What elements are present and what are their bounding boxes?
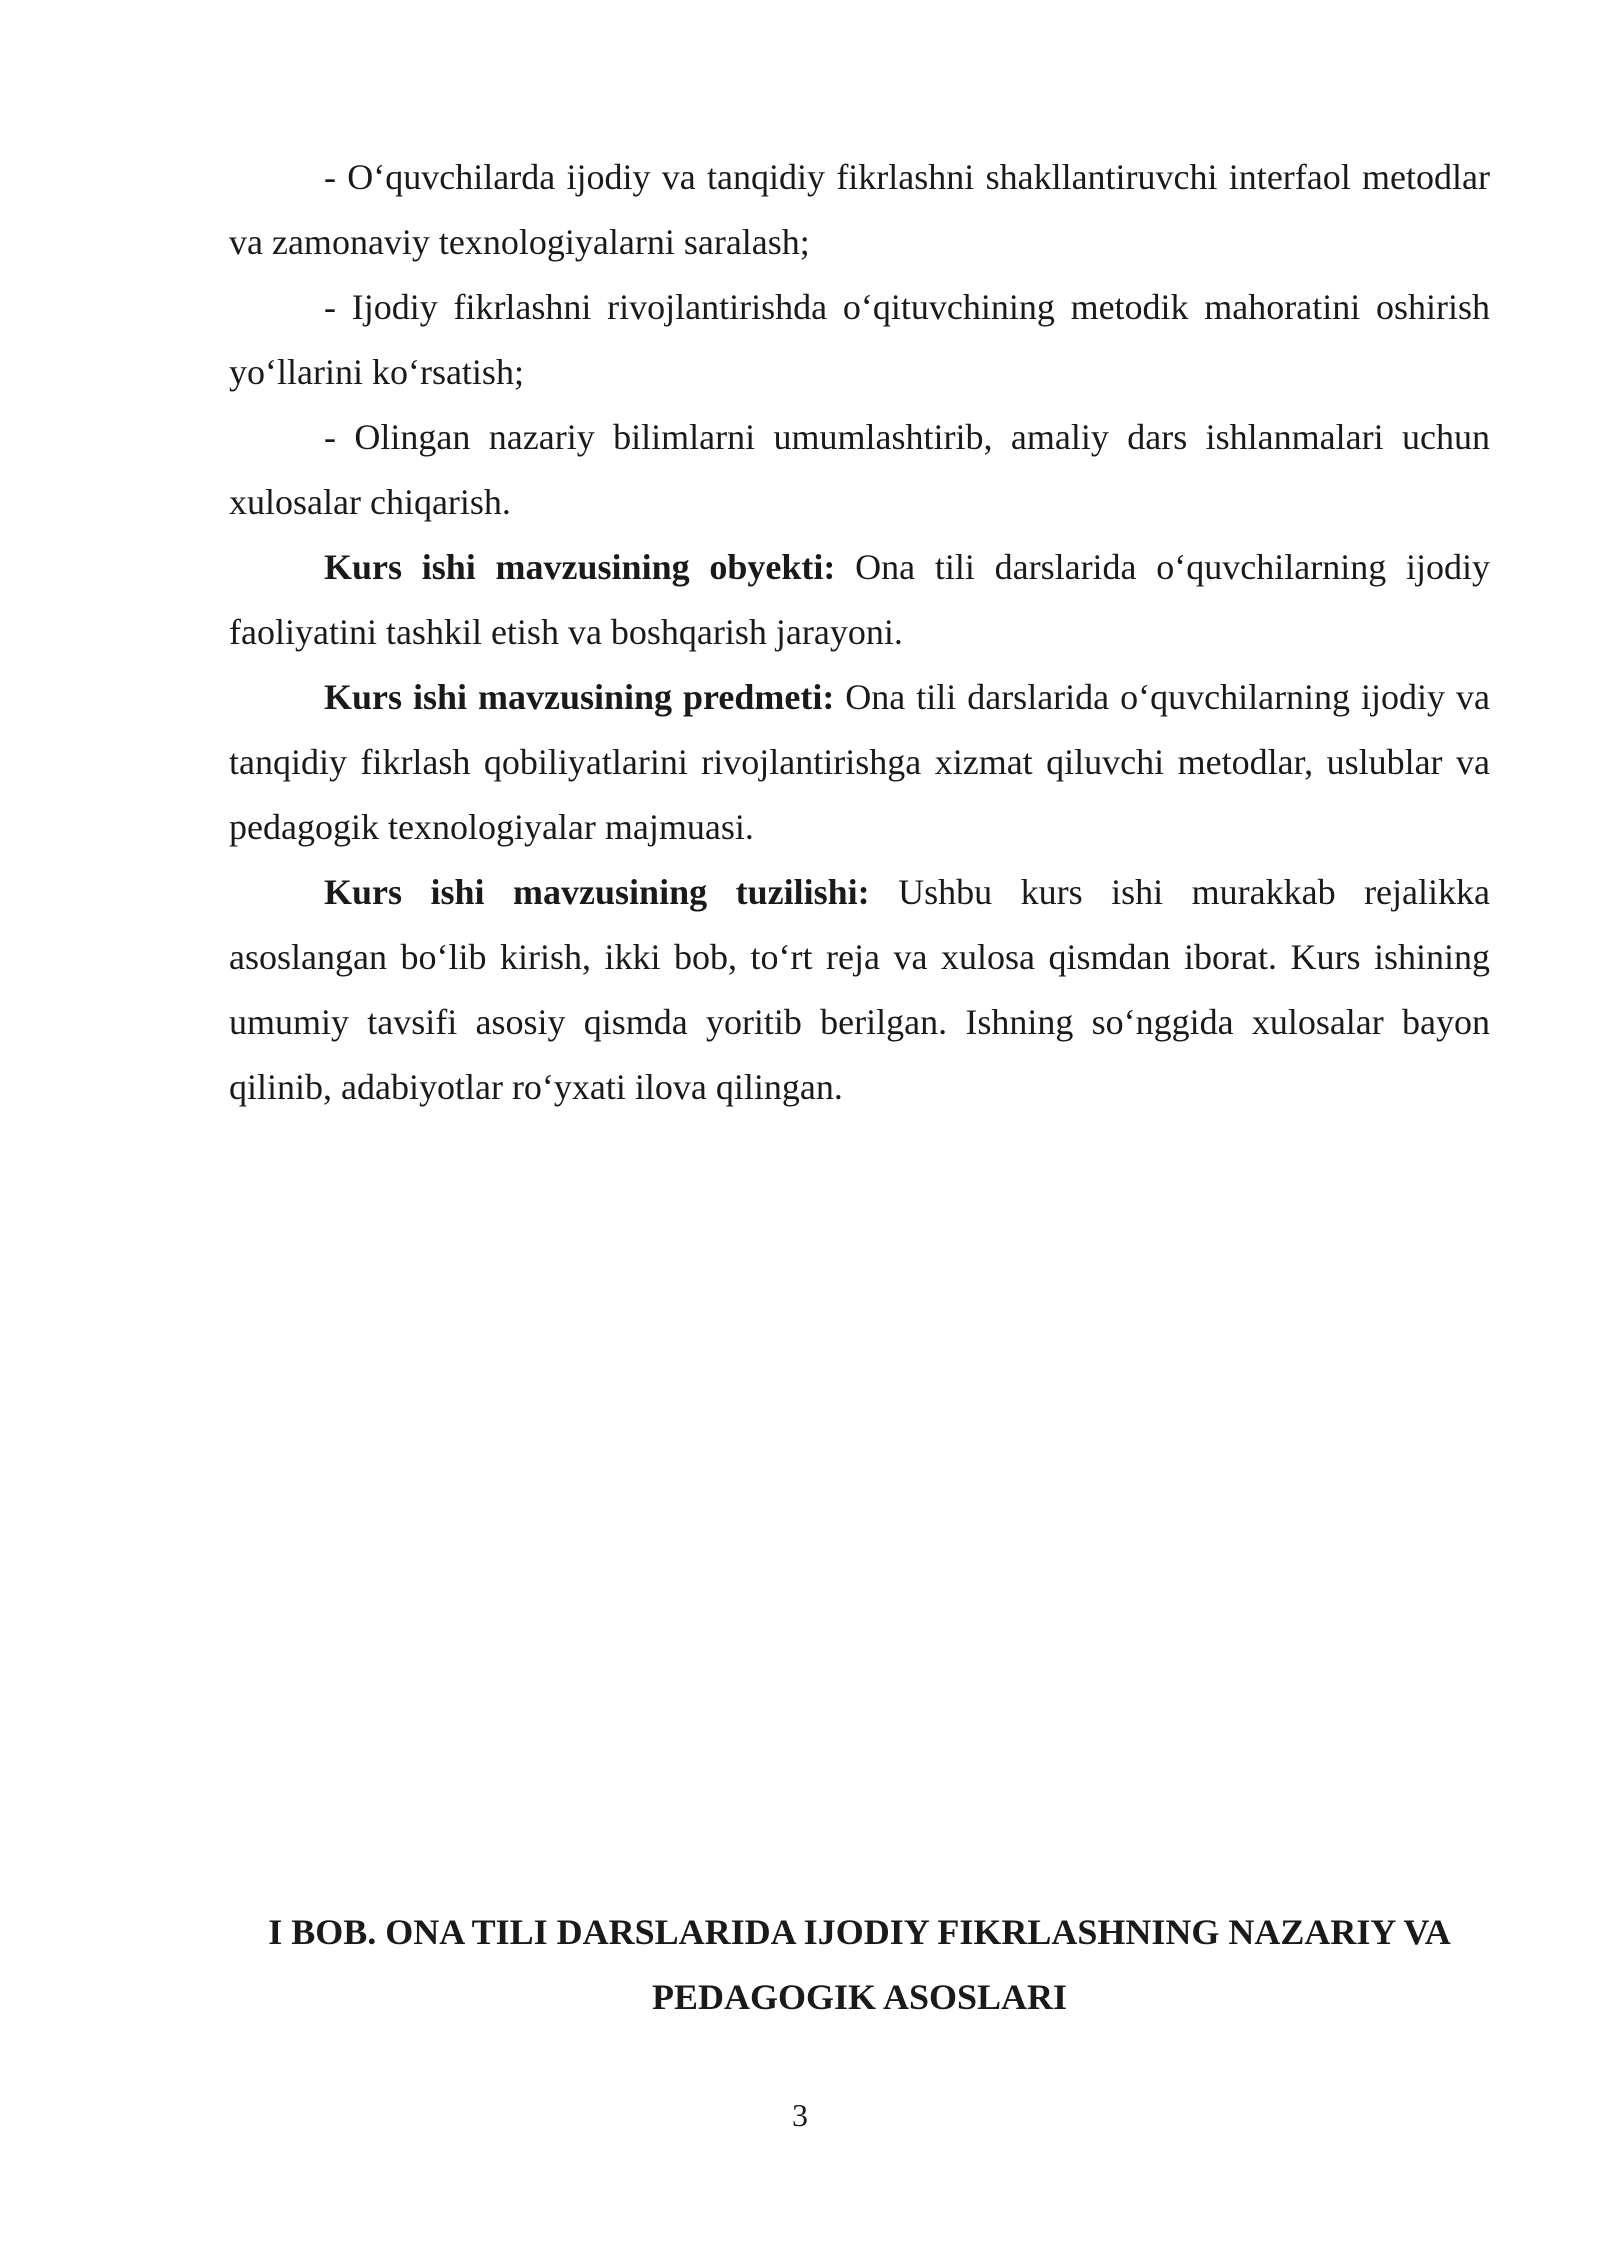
document-body [229, 145, 1490, 1120]
list-item-3: - Olingan nazariy bilimlarni umumlashtirib, amaliy dars ishlanmalari uchun xulosalar chiqarish. [229, 417, 1490, 522]
subject-label: Kurs ishi mavzusining predmeti: [324, 677, 835, 717]
structure-label: Kurs ishi mavzusining tuzilishi: [324, 872, 870, 912]
object-paragraph [229, 535, 1490, 665]
page-number: 3 [792, 2097, 808, 2133]
subject-paragraph [229, 665, 1490, 860]
chapter-heading: I BOB. ONA TILI DARSLARIDA IJODIY FIKRLASHNING NAZARIY VA PEDAGOGIK ASOSLARI [268, 1912, 1451, 2017]
object-text: Ona tili darslarida o‘quvchilarning ijodiy faoliyatini tashkil etish va boshqarish jarayoni. [229, 547, 1490, 652]
object-label: Kurs ishi mavzusining obyekti: [324, 547, 836, 587]
structure-text: Ushbu kurs ishi murakkab rejalikka asoslangan bo‘lib kirish, ikki bob, to‘rt reja va xulosa qismdan iborat. Kurs ishining umumiy tavsifi asosiy qismda yoritib berilgan. Ishning so‘nggida xulosalar bayon qilinib, adabiyotlar ro‘yxati ilova qilingan. [229, 872, 1490, 1107]
structure-paragraph [229, 860, 1490, 1120]
list-item-1: - O‘quvchilarda ijodiy va tanqidiy fikrlashni shakllantiruvchi interfaol metodlar va zamonaviy texnologiyalarni saralash; [229, 157, 1490, 262]
subject-text: Ona tili darslarida o‘quvchilarning ijodiy va tanqidiy fikrlash qobiliyatlarini rivojlantirishga xizmat qiluvchi metodlar, uslublar va pedagogik texnologiyalar majmuasi. [229, 677, 1490, 847]
list-item-2: - Ijodiy fikrlashni rivojlantirishda o‘qituvchining metodik mahoratini oshirish yo‘llarini ko‘rsatish; [229, 287, 1490, 392]
